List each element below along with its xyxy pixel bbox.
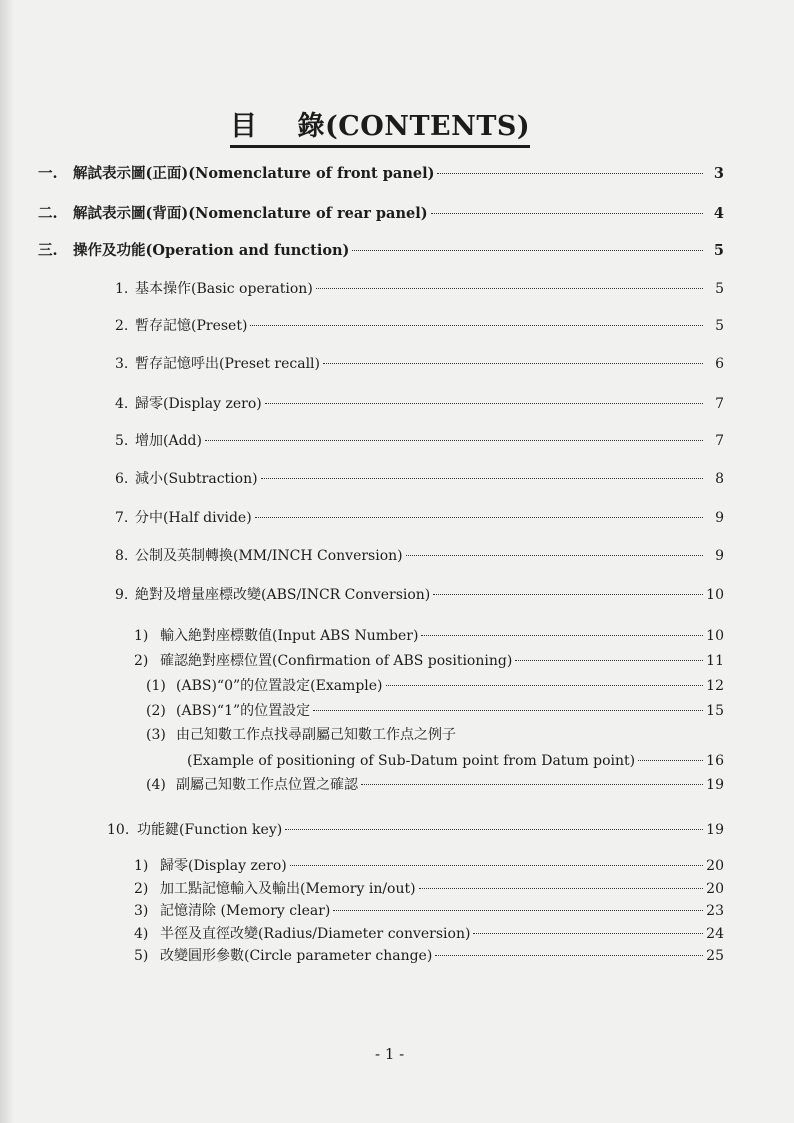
toc-number: 二. [38, 205, 58, 222]
toc-number: 2) [134, 881, 149, 897]
toc-entry-sub-datum-confirm[interactable] [146, 774, 724, 796]
toc-number: 3) [134, 903, 149, 919]
toc-entry-operation-function[interactable] [38, 240, 724, 262]
toc-entry-circle-parameter[interactable] [134, 945, 724, 967]
toc-number: 4) [134, 926, 149, 942]
toc-number: 1. [115, 281, 129, 297]
toc-entry-display-zero[interactable] [115, 393, 724, 415]
toc-number: 7. [115, 510, 129, 526]
dot-leader [435, 955, 703, 956]
toc-page: 4 [713, 205, 724, 222]
dot-leader [638, 760, 703, 761]
dot-leader [255, 517, 703, 518]
toc-page: 5 [713, 242, 724, 259]
toc-page: 3 [713, 165, 724, 182]
toc-text: 基本操作(Basic operation) [135, 281, 313, 297]
toc-entry-preset[interactable] [115, 315, 724, 337]
dot-leader [323, 363, 703, 364]
toc-page: 5 [715, 318, 724, 334]
toc-entry-abs-1[interactable] [146, 700, 724, 722]
toc-number: 9. [115, 587, 129, 603]
toc-page: 19 [706, 777, 724, 793]
toc-entry-fk-display-zero[interactable] [134, 855, 724, 877]
toc-text: 記憶清除 (Memory clear) [160, 903, 331, 919]
toc-entry-rear-panel[interactable] [38, 203, 724, 225]
dot-leader [285, 829, 703, 830]
toc-text: 加工點記憶輸入及輸出(Memory in/out) [160, 881, 416, 897]
toc-text: 半徑及直徑改變(Radius/Diameter conversion) [160, 926, 471, 942]
toc-text: 公制及英制轉換(MM/INCH Conversion) [135, 548, 403, 564]
toc-page: 10 [706, 587, 724, 603]
toc-number: (4) [146, 777, 166, 793]
dot-leader [250, 325, 703, 326]
toc-text: 暫存記憶(Preset) [135, 318, 248, 334]
toc-text: 操作及功能(Operation and function) [73, 242, 350, 259]
dot-leader [437, 173, 703, 174]
toc-number: 4. [115, 396, 129, 412]
dot-leader [473, 933, 703, 934]
toc-entry-sub-datum-cjk[interactable] [146, 724, 456, 746]
dot-leader [261, 478, 703, 479]
toc-number: 8. [115, 548, 129, 564]
toc-text: 副屬己知數工作点位置之確認 [176, 777, 358, 793]
toc-number: 2. [115, 318, 129, 334]
title-cjk-mu: 目 [230, 111, 258, 142]
toc-page: 24 [706, 926, 724, 942]
dot-leader [352, 250, 703, 251]
toc-text: 功能鍵(Function key) [137, 822, 283, 838]
toc-number: 5. [115, 433, 129, 449]
toc-page: 20 [706, 858, 724, 874]
toc-number: 10. [107, 822, 130, 838]
toc-page: 8 [715, 471, 724, 487]
toc-text: 由己知數工作点找尋副屬己知數工作点之例子 [176, 727, 456, 743]
toc-text: 減小(Subtraction) [135, 471, 258, 487]
toc-page: 20 [706, 881, 724, 897]
toc-text: 增加(Add) [135, 433, 202, 449]
toc-text: 解試表示圖(背面)(Nomenclature of rear panel) [73, 205, 428, 222]
toc-text: 歸零(Display zero) [160, 858, 287, 874]
title-cjk-lu: 錄 [297, 111, 325, 142]
toc-page: 16 [706, 753, 724, 769]
toc-entry-basic-operation[interactable] [115, 278, 724, 300]
toc-text: (ABS)“0”的位置設定(Example) [176, 678, 383, 694]
toc-text: 輸入絶對座標數值(Input ABS Number) [160, 628, 419, 644]
toc-page: 12 [706, 678, 724, 694]
dot-leader [421, 635, 703, 636]
toc-number: 1) [134, 628, 149, 644]
toc-number: (2) [146, 703, 166, 719]
toc-entry-subtraction[interactable] [115, 468, 724, 490]
toc-page: 9 [715, 510, 724, 526]
toc-entry-memory-clear[interactable] [134, 900, 724, 922]
dot-leader [406, 555, 703, 556]
toc-number: 3. [115, 356, 129, 372]
toc-text: 改變圓形參數(Circle parameter change) [160, 948, 433, 964]
dot-leader [290, 865, 703, 866]
toc-page: 7 [715, 396, 724, 412]
toc-text: 分中(Half divide) [135, 510, 252, 526]
toc-page: 5 [715, 281, 724, 297]
dot-leader [361, 784, 703, 785]
dot-leader [515, 660, 703, 661]
toc-number: (3) [146, 727, 166, 743]
toc-number: (1) [146, 678, 166, 694]
toc-entry-radius-diameter[interactable] [134, 923, 724, 945]
toc-number: 6. [115, 471, 129, 487]
toc-page: 10 [706, 628, 724, 644]
toc-page: 6 [715, 356, 724, 372]
toc-entry-input-abs[interactable] [134, 625, 724, 647]
toc-entry-add[interactable] [115, 430, 724, 452]
toc-entry-mm-inch[interactable] [115, 545, 724, 567]
toc-page: 15 [706, 703, 724, 719]
toc-number: 5) [134, 948, 149, 964]
dot-leader [386, 685, 703, 686]
dot-leader [313, 710, 703, 711]
toc-page: 11 [706, 653, 724, 669]
toc-entry-abs-incr[interactable] [115, 584, 724, 606]
dot-leader [316, 288, 703, 289]
toc-entry-sub-datum-en[interactable] [187, 750, 724, 772]
toc-number: 三. [38, 242, 58, 259]
toc-page: 7 [715, 433, 724, 449]
toc-page: 25 [706, 948, 724, 964]
toc-entry-function-key[interactable] [107, 819, 724, 841]
toc-number: 1) [134, 858, 149, 874]
toc-page: 19 [706, 822, 724, 838]
toc-text: 歸零(Display zero) [135, 396, 262, 412]
toc-text: 暫存記憶呼出(Preset recall) [135, 356, 320, 372]
toc-entry-preset-recall[interactable] [115, 353, 724, 375]
title-english: (CONTENTS) [325, 111, 531, 142]
toc-text: (Example of positioning of Sub-Datum point from Datum point) [187, 753, 636, 769]
toc-entry-confirm-abs[interactable] [134, 650, 724, 672]
toc-number: 2) [134, 653, 149, 669]
toc-entry-memory-in-out[interactable] [134, 878, 724, 900]
toc-page: 9 [715, 548, 724, 564]
dot-leader [265, 403, 703, 404]
toc-entry-half-divide[interactable] [115, 507, 724, 529]
toc-text: 解試表示圖(正面)(Nomenclature of front panel) [73, 165, 435, 182]
dot-leader [419, 888, 703, 889]
toc-text: (ABS)“1”的位置設定 [176, 703, 311, 719]
toc-entry-front-panel[interactable] [38, 163, 724, 185]
toc-text: 絶對及增量座標改變(ABS/INCR Conversion) [135, 587, 431, 603]
toc-entry-abs-0[interactable] [146, 675, 724, 697]
dot-leader [433, 594, 703, 595]
toc-page: 23 [706, 903, 724, 919]
dot-leader [205, 440, 703, 441]
toc-text: 確認絶對座標位置(Confirmation of ABS positioning) [160, 653, 513, 669]
page-number: - 1 - [375, 1045, 405, 1063]
toc-number: 一. [38, 165, 58, 182]
dot-leader [333, 910, 703, 911]
dot-leader [431, 213, 703, 214]
